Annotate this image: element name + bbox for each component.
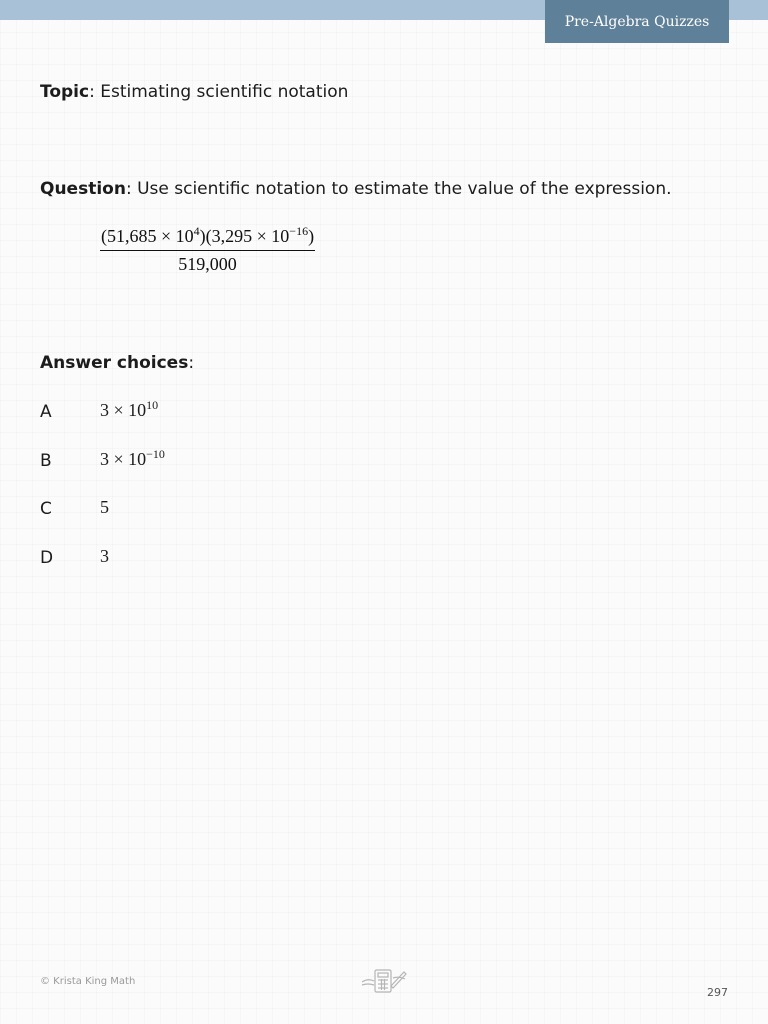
fraction-numerator <box>100 226 315 251</box>
section-tab-label: Pre-Algebra Quizzes <box>564 13 710 30</box>
question-line <box>40 179 672 199</box>
numerator-exponent-1: 4 <box>193 224 200 238</box>
choice-b-exponent: −10 <box>146 447 165 461</box>
choice-c-base: 5 <box>100 497 109 517</box>
topic-separator: : <box>89 82 101 102</box>
choice-a-letter: A <box>40 402 52 422</box>
section-tab <box>545 0 729 43</box>
answers-label: Answer choices <box>40 353 189 373</box>
choice-c-letter: C <box>40 499 52 519</box>
choice-a-exponent: 10 <box>146 398 159 412</box>
choice-b-base: 3 × 10 <box>100 449 147 469</box>
page-number: 297 <box>707 986 728 999</box>
choice-a-base: 3 × 10 <box>100 400 147 420</box>
question-text: Use scientific notation to estimate the value of the expression. <box>137 179 672 199</box>
choice-b-value <box>100 449 165 470</box>
choice-d-letter: D <box>40 548 54 568</box>
choice-a-value <box>100 400 158 421</box>
numerator-part-1: (51,685 × 10 <box>101 226 194 246</box>
copyright-text: © Krista King Math <box>40 976 136 987</box>
question-separator: : <box>125 179 138 199</box>
topic-text: Estimating scientific notation <box>100 82 349 102</box>
expression-fraction <box>100 226 315 275</box>
answers-separator: : <box>188 353 195 373</box>
question-label: Question <box>40 179 126 199</box>
answers-heading <box>40 353 194 373</box>
calculator-pencil-logo-icon <box>360 966 408 996</box>
choice-c-value <box>100 497 109 518</box>
numerator-part-2: )(3,295 × 10 <box>199 226 290 246</box>
choice-d-base: 3 <box>100 546 109 566</box>
fraction-denominator: 519,000 <box>178 254 237 274</box>
numerator-exponent-2: −16 <box>289 224 309 238</box>
topic-line <box>40 82 348 102</box>
numerator-part-3: ) <box>308 226 315 246</box>
choice-d-value <box>100 546 109 567</box>
topic-label: Topic <box>40 82 90 102</box>
choice-b-letter: B <box>40 451 52 471</box>
